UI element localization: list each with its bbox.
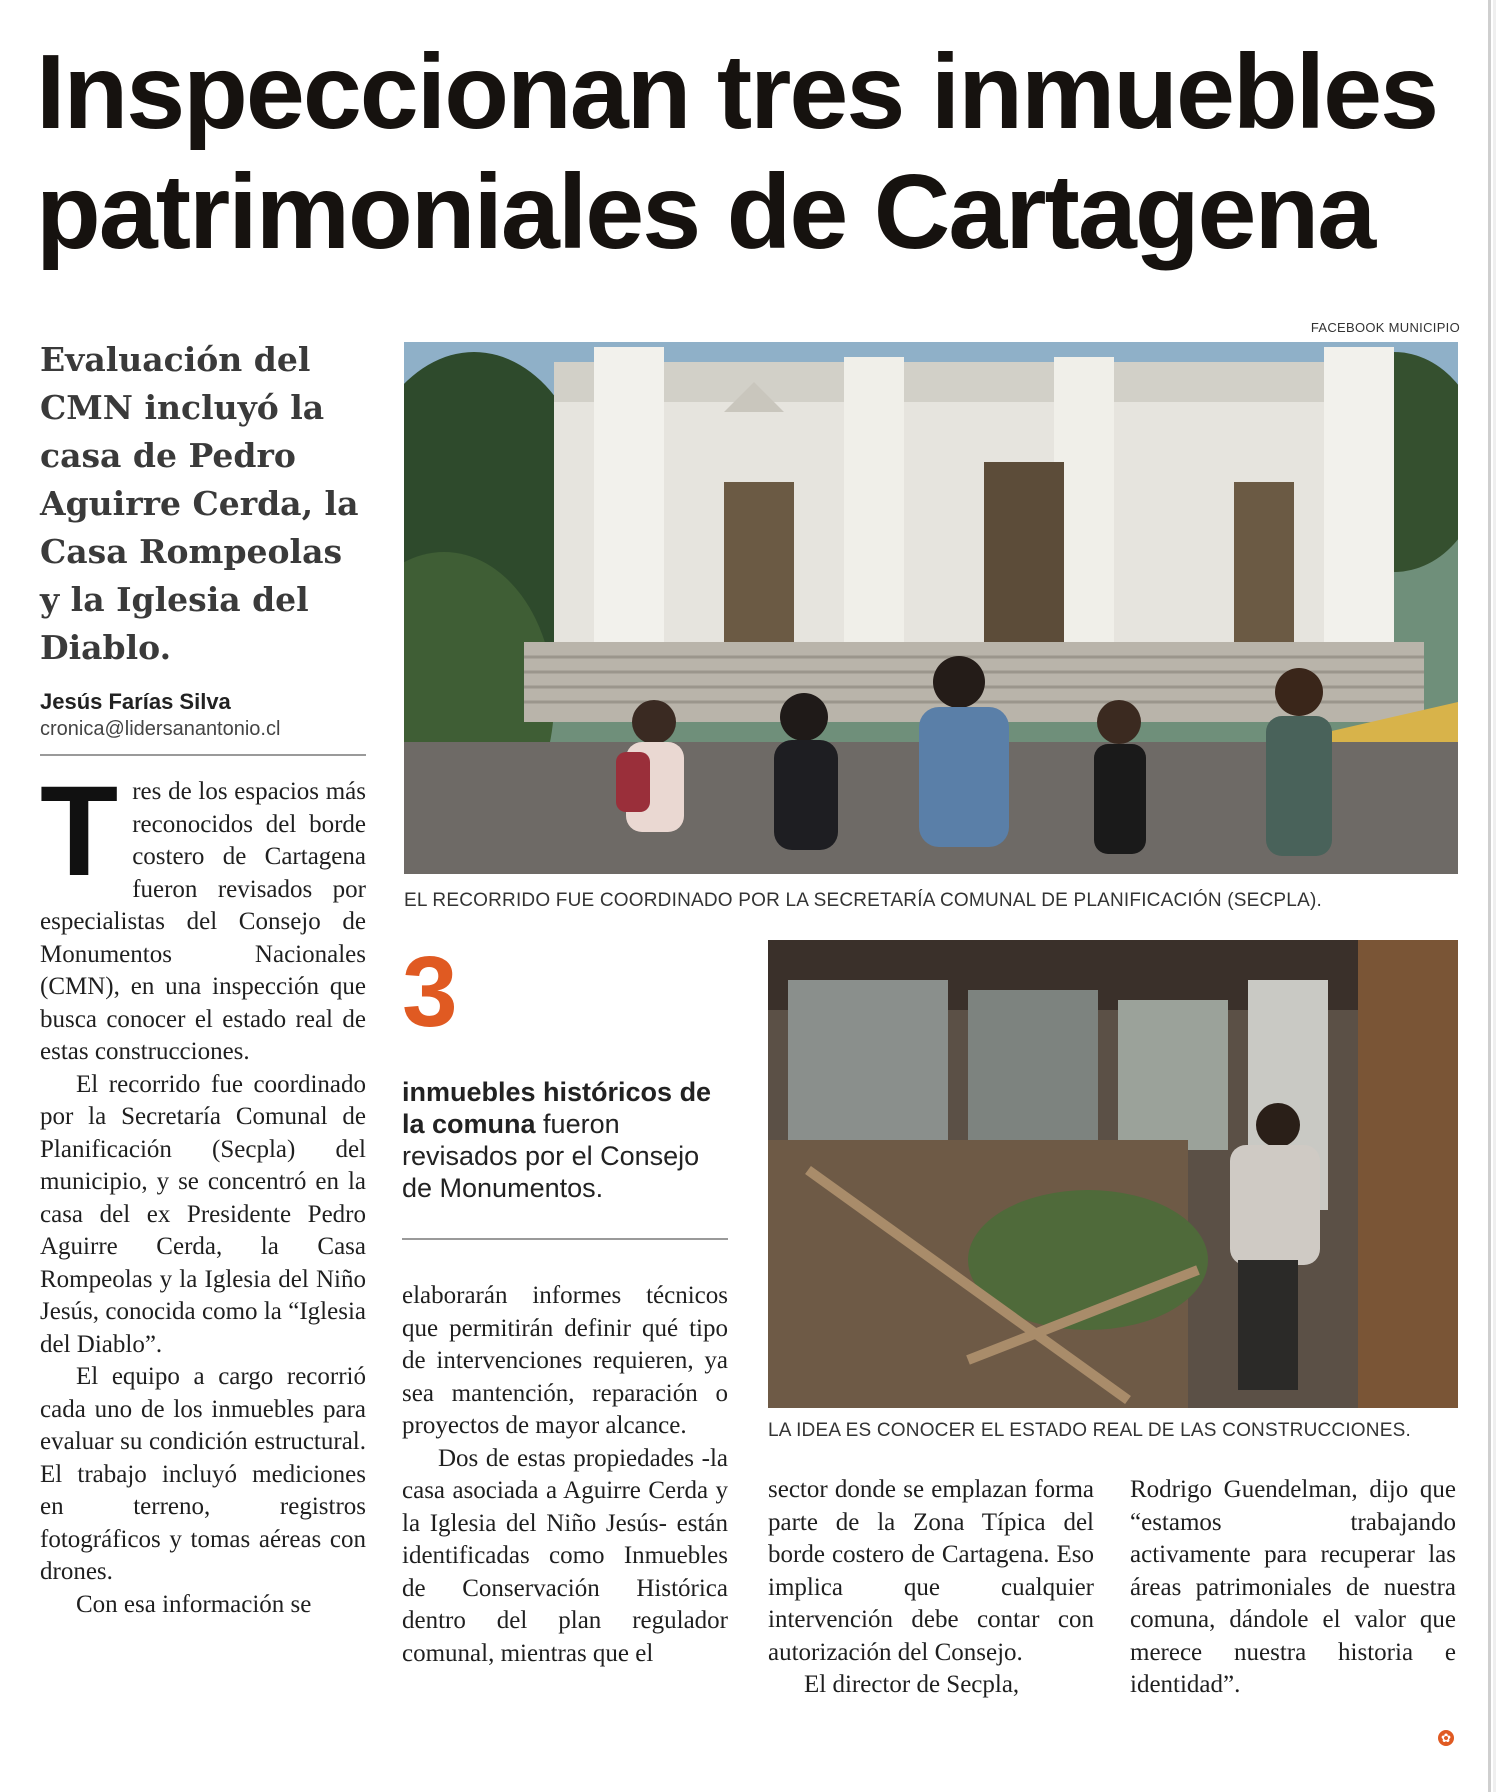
body-paragraph: elaborarán informes técnicos que permitirán definir qué tipo de intervenciones requieren, ya sea mantención, reparación o proyectos de mayor alcance. xyxy=(402,1282,728,1439)
deck-subtitle: Evaluación del CMN incluyó la casa de Pedro Aguirre Cerda, la Casa Rompeolas y la Iglesia del Diablo. xyxy=(40,340,359,667)
highlight-text xyxy=(402,1076,732,1204)
church-photo xyxy=(404,342,1458,874)
photo-credit: FACEBOOK MUNICIPIO xyxy=(1310,320,1460,335)
drop-cap: T xyxy=(40,760,119,903)
photo-1-caption: EL RECORRIDO FUE COORDINADO POR LA SECRETARÍA COMUNAL DE PLANIFICACIÓN (SECPLA). xyxy=(404,890,1322,911)
highlight-number: 3 xyxy=(402,936,458,1048)
article-end-icon: ✿ xyxy=(1438,1730,1454,1746)
body-column-4 xyxy=(1130,1474,1456,1702)
page-edge-line xyxy=(1488,0,1491,1792)
body-paragraph: El recorrido fue coordinado por la Secretaría Comunal de Planificación (Secpla) del municipio, y se concentró en la casa del ex Presidente Pedro Aguirre Cerda, la Casa Rompeolas y la Iglesia del Niño Jesús, conocida como la “Iglesia del Diablo”. xyxy=(40,1070,366,1358)
body-column-2 xyxy=(402,1280,728,1670)
headline-line-2: patrimoniales de Cartagena xyxy=(36,153,1375,271)
author-email: cronica@lidersanantonio.cl xyxy=(40,718,281,740)
body-paragraph: Rodrigo Guendelman, dijo que “estamos trabajando activamente para recuperar las áreas patrimoniales de nuestra comuna, dándole el valor que merece nuestra historia e identidad”. xyxy=(1130,1476,1456,1698)
body-column-3 xyxy=(768,1474,1094,1702)
headline-line-1: Inspeccionan tres inmuebles xyxy=(36,33,1438,151)
highlight-bold-text: inmuebles históricos de la comuna xyxy=(402,1077,712,1139)
headline xyxy=(36,32,1466,272)
body-column-1 xyxy=(40,760,366,1621)
byline-divider xyxy=(40,754,366,756)
body-paragraph-text: res de los espacios más reconocidos del borde costero de Cartagena fueron revisados por especialistas del Consejo de Monumentos Nacionales (CMN), en una inspección que busca conocer el estado real de estas construcciones. xyxy=(40,778,366,1065)
photo-2-caption: LA IDEA ES CONOCER EL ESTADO REAL DE LAS CONSTRUCCIONES. xyxy=(768,1420,1411,1441)
highlight-divider xyxy=(402,1238,728,1240)
body-paragraph: sector donde se emplazan forma parte de la Zona Típica del borde costero de Cartagena. Eso implica que cualquier intervención debe contar con autorización del Consejo. xyxy=(768,1476,1094,1666)
body-paragraph: Dos de estas propiedades -la casa asociada a Aguirre Cerda y la Iglesia del Niño Jesús- están identificadas como Inmuebles de Conservación Histórica dentro del plan regulador comunal, mientras que el xyxy=(402,1444,728,1667)
body-paragraph: Con esa información se xyxy=(76,1590,312,1618)
interior-photo xyxy=(768,940,1458,1408)
body-paragraph: El equipo a cargo recorrió cada uno de los inmuebles para evaluar su condición estructural. El trabajo incluyó mediciones en terreno, registros fotográficos y tomas aéreas con drones. xyxy=(40,1363,366,1585)
body-paragraph xyxy=(40,760,366,1069)
body-paragraph: El director de Secpla, xyxy=(804,1671,1020,1698)
highlight-rest-text: fueron revisados por el Consejo de Monumentos. xyxy=(402,1109,700,1203)
author-name: Jesús Farías Silva xyxy=(40,689,231,714)
byline xyxy=(40,688,370,742)
